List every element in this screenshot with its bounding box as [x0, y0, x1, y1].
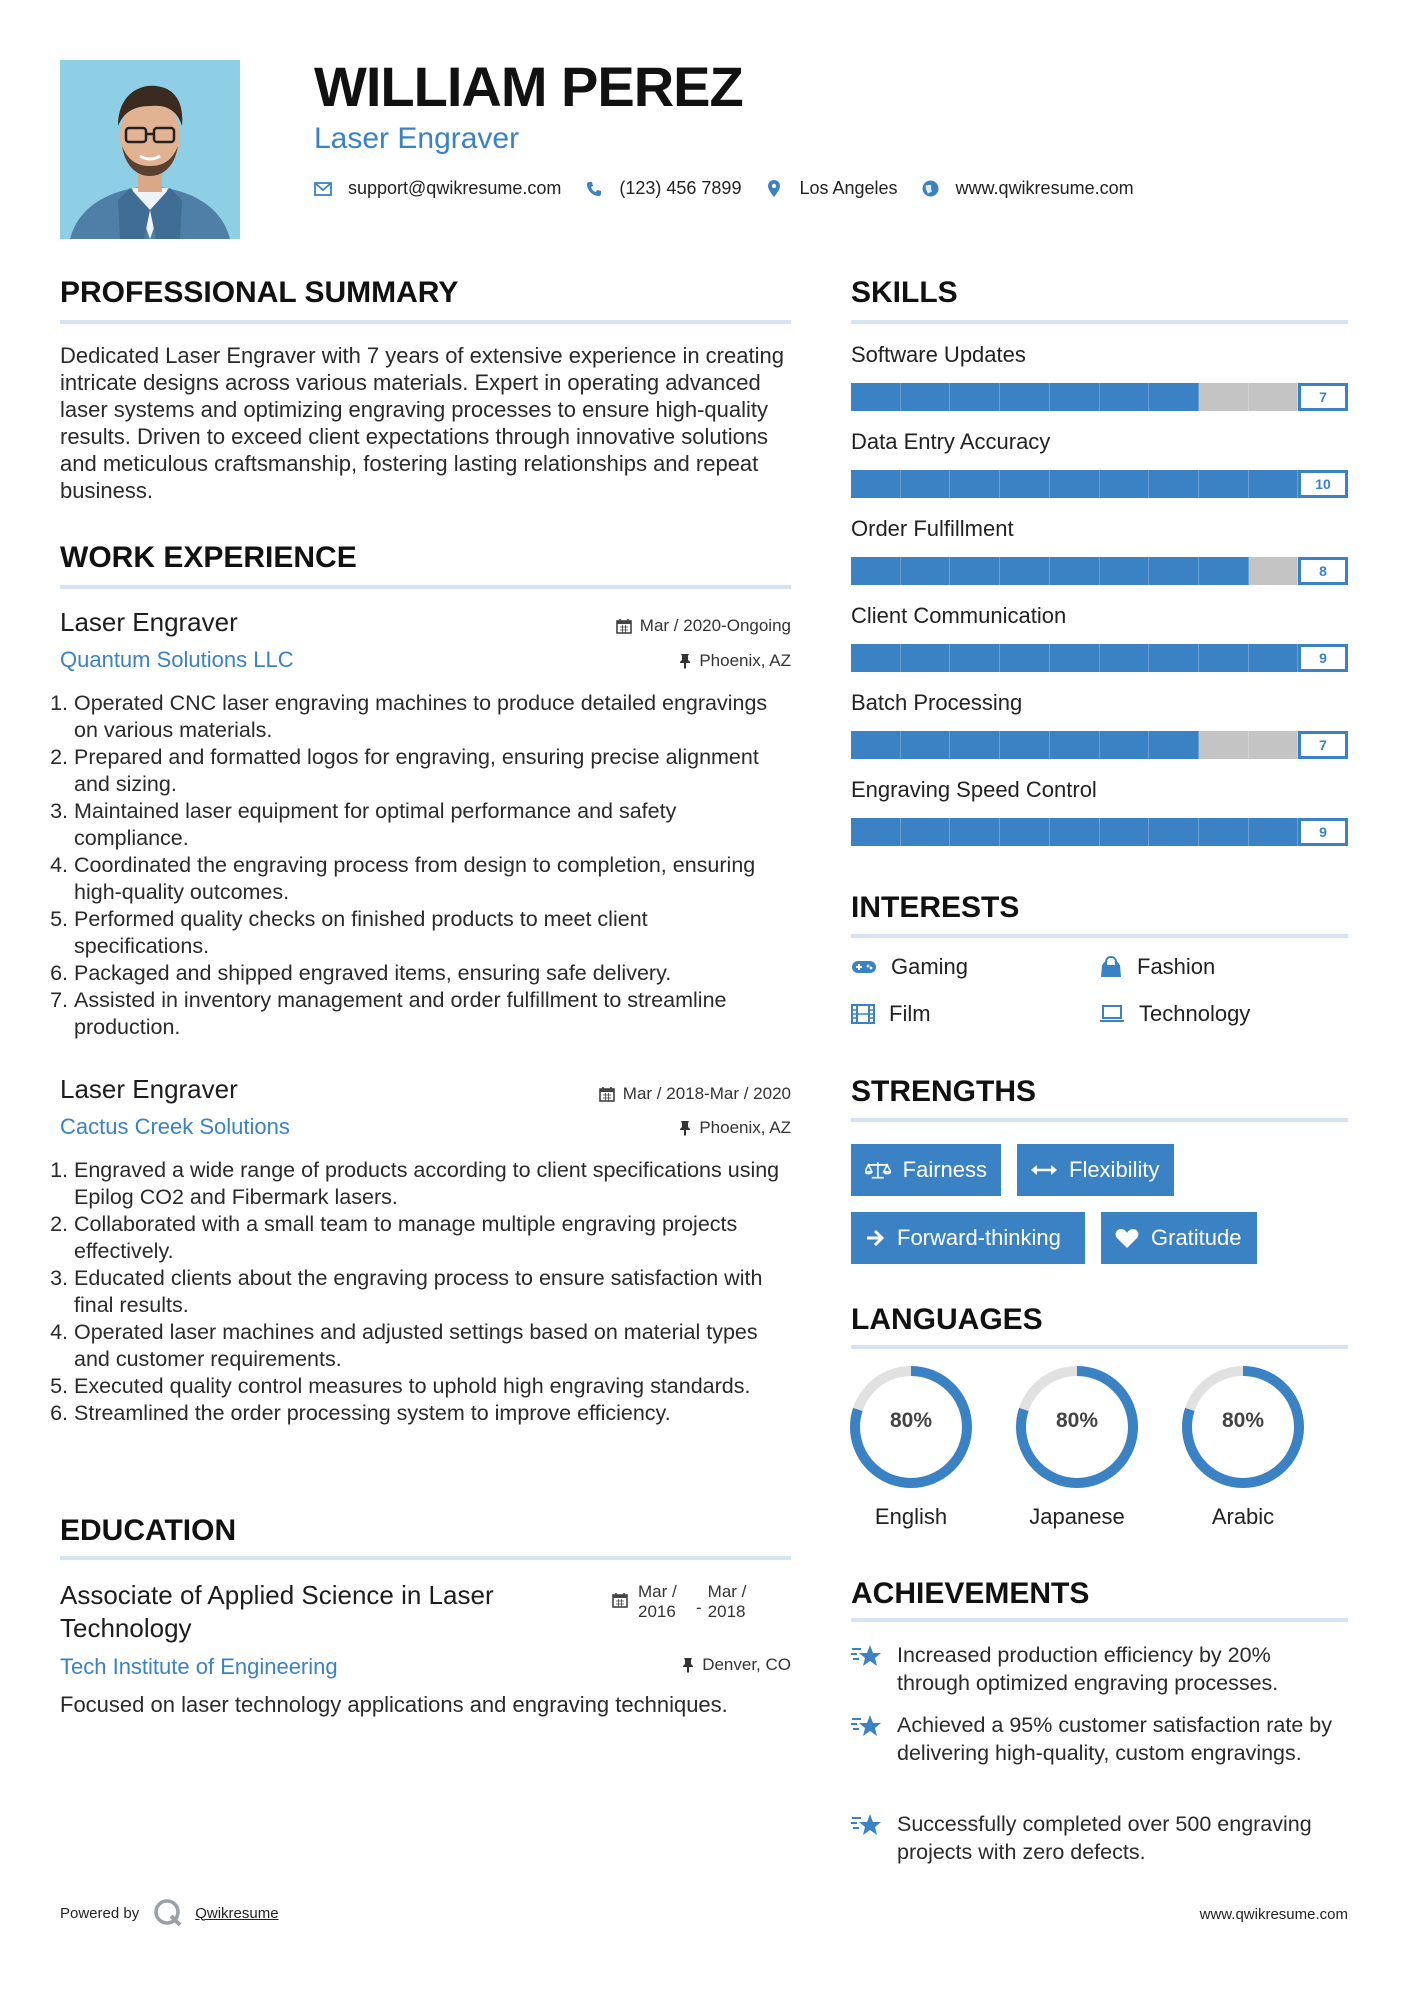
strength-tag — [1017, 1144, 1174, 1196]
skill-segment-filled — [950, 818, 1000, 846]
skill-segment-filled — [901, 731, 951, 759]
language-percent: 80% — [889, 1409, 933, 1432]
skill-segment-filled — [1000, 383, 1050, 411]
achievement-item — [851, 1711, 1348, 1767]
education-location — [682, 1655, 791, 1675]
skill-segment-filled — [1149, 383, 1199, 411]
job-title: Laser Engraver — [60, 607, 238, 637]
experience-heading: WORK EXPERIENCE — [60, 541, 357, 574]
calendar-icon — [612, 1592, 628, 1608]
laptop-icon — [1099, 1005, 1125, 1023]
achievement-text: Achieved a 95% customer satisfaction rate by delivering high-quality, custom engravings. — [897, 1713, 1332, 1765]
skill-label: Order Fulfillment — [851, 516, 1014, 541]
interests-heading: INTERESTS — [851, 891, 1020, 924]
strength-tag — [1101, 1212, 1257, 1264]
job-bullet: 5. Executed quality control measures to uphold high engraving standards. — [74, 1373, 791, 1400]
skill-level-badge: 7 — [1298, 731, 1348, 759]
globe-icon — [922, 180, 940, 198]
skill-segment-filled — [1100, 557, 1150, 585]
skill-segment-filled — [1050, 470, 1100, 498]
pushpin-icon — [679, 653, 691, 669]
job-bullet: 3. Educated clients about the engraving process to ensure satisfaction with final results. — [74, 1265, 791, 1319]
map-marker-icon — [765, 180, 783, 198]
strength-label: Fairness — [902, 1157, 987, 1182]
interest-label: Fashion — [1137, 954, 1216, 979]
skill-segment-filled — [851, 470, 901, 498]
job-bullet: 2. Collaborated with a small team to manage multiple engraving projects effectively. — [74, 1211, 791, 1265]
skill-segment-filled — [901, 470, 951, 498]
skill-bar — [851, 470, 1348, 498]
skill-segment-filled — [950, 557, 1000, 585]
skill-label: Client Communication — [851, 603, 1067, 628]
achievement-text: Successfully completed over 500 engraving projects with zero defects. — [897, 1812, 1312, 1864]
skill-segment-filled — [1100, 731, 1150, 759]
education-location-text: Denver, CO — [702, 1655, 791, 1674]
skills-heading: SKILLS — [851, 276, 958, 309]
pushpin-icon — [679, 1120, 691, 1136]
strength-label: Flexibility — [1069, 1157, 1160, 1182]
contact-website[interactable]: www.qwikresume.com — [955, 178, 1134, 198]
skill-segment-filled — [851, 818, 901, 846]
skill-segment-filled — [1149, 557, 1199, 585]
skill-segment-filled — [950, 470, 1000, 498]
profile-photo — [60, 60, 240, 239]
interest-item — [1099, 1001, 1250, 1027]
skill-segment-filled — [1000, 470, 1050, 498]
job-title: Laser Engraver — [60, 1074, 238, 1104]
skill-segment-filled — [1050, 644, 1100, 672]
star-award-icon — [851, 1643, 883, 1669]
job-dates-text: Mar / 2020-Ongoing — [639, 616, 791, 635]
education-description: Focused on laser technology applications and engraving techniques. — [60, 1692, 728, 1717]
job-company: Cactus Creek Solutions — [60, 1114, 290, 1139]
footer-powered-by — [60, 1898, 279, 1928]
skill-segment-empty — [1249, 557, 1299, 585]
job-bullets — [56, 690, 778, 1041]
interest-label: Gaming — [891, 954, 969, 979]
arrows-horizontal-icon — [1031, 1164, 1057, 1176]
skill-segment-filled — [1199, 818, 1249, 846]
skill-segment-filled — [1199, 644, 1249, 672]
interest-item — [1099, 954, 1215, 980]
candidate-name: WILLIAM PEREZ — [314, 55, 743, 118]
star-award-icon — [851, 1713, 883, 1739]
contact-email[interactable]: support@qwikresume.com — [348, 178, 562, 198]
skill-segment-filled — [1249, 470, 1299, 498]
job-company: Quantum Solutions LLC — [60, 647, 294, 672]
person-portrait-icon — [60, 60, 240, 239]
powered-by-text: Powered by — [60, 1904, 140, 1922]
language-name: Arabic — [1211, 1504, 1275, 1529]
strength-label: Forward-thinking — [897, 1225, 1061, 1250]
skill-segment-filled — [950, 731, 1000, 759]
footer-website[interactable]: www.qwikresume.com — [1199, 1906, 1348, 1923]
strength-tag — [851, 1212, 1085, 1264]
skill-bar — [851, 383, 1348, 411]
skill-segment-filled — [1100, 644, 1150, 672]
strength-label: Gratitude — [1151, 1225, 1242, 1250]
education-degree: Associate of Applied Science in Laser Technology — [60, 1580, 494, 1643]
job-bullet: 4. Coordinated the engraving process from design to completion, ensuring high-quality outcomes. — [74, 852, 778, 906]
job-location — [679, 651, 791, 671]
contact-phone[interactable]: (123) 456 7899 — [619, 178, 742, 198]
skill-level-badge: 10 — [1298, 470, 1348, 498]
skill-segment-filled — [1199, 557, 1249, 585]
skill-segment-filled — [950, 644, 1000, 672]
skill-level-badge: 7 — [1298, 383, 1348, 411]
skill-bar — [851, 557, 1348, 585]
skill-level-badge: 8 — [1298, 557, 1348, 585]
job-location-text: Phoenix, AZ — [699, 651, 791, 670]
language-percent: 80% — [1055, 1409, 1099, 1432]
skill-bar — [851, 818, 1348, 846]
skill-segment-filled — [1100, 818, 1150, 846]
education-divider — [60, 1556, 791, 1560]
skill-bar — [851, 731, 1348, 759]
summary-heading: PROFESSIONAL SUMMARY — [60, 276, 459, 309]
film-icon — [851, 1004, 875, 1024]
pushpin-icon — [682, 1657, 694, 1673]
contact-bar — [314, 178, 1158, 199]
interest-label: Technology — [1139, 1001, 1251, 1026]
skill-segment-filled — [1050, 731, 1100, 759]
language-item — [1015, 1365, 1139, 1530]
skill-segment-empty — [1199, 383, 1249, 411]
interest-label: Film — [889, 1001, 931, 1026]
balance-scale-icon — [865, 1159, 891, 1181]
interest-item — [851, 954, 968, 980]
calendar-icon — [599, 1086, 615, 1102]
skill-segment-filled — [1000, 818, 1050, 846]
achievement-item — [851, 1641, 1348, 1697]
skill-label: Engraving Speed Control — [851, 777, 1097, 802]
job-location-text: Phoenix, AZ — [699, 1118, 791, 1137]
summary-divider — [60, 320, 791, 324]
language-item — [849, 1365, 973, 1530]
achievement-item — [851, 1810, 1348, 1866]
education-end: Mar / 2018 — [707, 1582, 747, 1621]
skill-level-badge: 9 — [1298, 818, 1348, 846]
skill-label: Software Updates — [851, 342, 1026, 367]
gamepad-icon — [851, 959, 877, 975]
education-dates — [612, 1582, 760, 1622]
skill-segment-filled — [1249, 644, 1299, 672]
skill-segment-filled — [950, 383, 1000, 411]
phone-icon — [585, 180, 603, 198]
job-bullets — [56, 1157, 791, 1427]
job-bullet: 4. Operated laser machines and adjusted settings based on material types and customer requirements. — [74, 1319, 791, 1373]
skill-level-badge: 9 — [1298, 644, 1348, 672]
interests-divider — [851, 934, 1348, 938]
brand-link[interactable]: Qwikresume — [195, 1904, 279, 1922]
job-location — [679, 1118, 791, 1138]
job-bullet: 6. Streamlined the order processing system to improve efficiency. — [74, 1400, 791, 1427]
skills-divider — [851, 320, 1348, 324]
summary-text: Dedicated Laser Engraver with 7 years of extensive experience in creating intricate designs across various materials. Expert in operating advanced laser systems and optimizing engraving processes to ensure high-quality results. Driven to exceed client expectations through innovative solutions and meticulous craftsmanship, fostering lasting relationships and repeat business. — [60, 343, 784, 503]
envelope-icon — [314, 180, 332, 198]
skill-segment-filled — [901, 557, 951, 585]
skill-segment-filled — [851, 731, 901, 759]
job-dates — [599, 1084, 791, 1104]
language-name: English — [874, 1504, 948, 1529]
job-bullet: 1. Engraved a wide range of products according to client specifications using Epilog CO2 and Fibermark lasers. — [74, 1157, 791, 1211]
skill-segment-filled — [901, 818, 951, 846]
languages-heading: LANGUAGES — [851, 1303, 1043, 1336]
arrow-right-icon — [865, 1228, 885, 1248]
skill-segment-empty — [1249, 383, 1299, 411]
skill-segment-filled — [901, 383, 951, 411]
skill-segment-filled — [851, 383, 901, 411]
qwikresume-logo-icon — [153, 1898, 183, 1928]
skill-segment-filled — [1249, 818, 1299, 846]
job-dates — [616, 616, 791, 636]
skill-segment-empty — [1199, 731, 1249, 759]
job-bullet: 7. Assisted in inventory management and order fulfillment to streamline production. — [74, 987, 778, 1041]
education-school: Tech Institute of Engineering — [60, 1654, 338, 1679]
education-heading: EDUCATION — [60, 1514, 237, 1547]
heart-icon — [1115, 1228, 1139, 1249]
job-bullet: 2. Prepared and formatted logos for engraving, ensuring precise alignment and sizing. — [74, 744, 778, 798]
languages-divider — [851, 1345, 1348, 1349]
skill-segment-filled — [1100, 383, 1150, 411]
skill-segment-filled — [1149, 818, 1199, 846]
skill-segment-filled — [1050, 557, 1100, 585]
calendar-icon — [616, 618, 632, 634]
skill-label: Data Entry Accuracy — [851, 429, 1051, 454]
skill-segment-filled — [851, 644, 901, 672]
job-bullet: 3. Maintained laser equipment for optimal performance and safety compliance. — [74, 798, 778, 852]
skill-bar — [851, 644, 1348, 672]
skill-segment-filled — [1149, 731, 1199, 759]
language-item — [1181, 1365, 1305, 1530]
education-start: Mar / 2016 — [638, 1582, 677, 1621]
strength-tag — [851, 1144, 1001, 1196]
job-dates-text: Mar / 2018-Mar / 2020 — [622, 1084, 791, 1103]
achievement-text: Increased production efficiency by 20% through optimized engraving processes. — [897, 1643, 1279, 1695]
skill-segment-filled — [1050, 818, 1100, 846]
achievements-divider — [851, 1618, 1348, 1622]
achievements-heading: ACHIEVEMENTS — [851, 1577, 1090, 1610]
skill-segment-filled — [851, 557, 901, 585]
contact-location: Los Angeles — [799, 178, 898, 198]
skill-segment-filled — [1000, 557, 1050, 585]
job-bullet: 6. Packaged and shipped engraved items, ensuring safe delivery. — [74, 960, 778, 987]
skill-label: Batch Processing — [851, 690, 1023, 715]
skill-segment-filled — [901, 644, 951, 672]
date-separator: - — [696, 1598, 702, 1617]
skill-segment-filled — [1000, 644, 1050, 672]
job-bullet: 5. Performed quality checks on finished products to meet client specifications. — [74, 906, 778, 960]
candidate-title: Laser Engraver — [314, 122, 520, 155]
skill-segment-filled — [1149, 470, 1199, 498]
experience-divider — [60, 585, 791, 589]
strengths-divider — [851, 1118, 1348, 1122]
skill-segment-filled — [1050, 383, 1100, 411]
shopping-bag-icon — [1099, 956, 1123, 978]
job-bullet: 1. Operated CNC laser engraving machines to produce detailed engravings on various materials. — [74, 690, 778, 744]
interest-item — [851, 1001, 931, 1027]
language-percent: 80% — [1221, 1409, 1265, 1432]
star-award-icon — [851, 1812, 883, 1838]
skill-segment-filled — [1199, 470, 1249, 498]
skill-segment-filled — [1149, 644, 1199, 672]
skill-segment-empty — [1249, 731, 1299, 759]
skill-segment-filled — [1000, 731, 1050, 759]
strengths-heading: STRENGTHS — [851, 1075, 1037, 1108]
language-name: Japanese — [1029, 1504, 1125, 1529]
skill-segment-filled — [1100, 470, 1150, 498]
